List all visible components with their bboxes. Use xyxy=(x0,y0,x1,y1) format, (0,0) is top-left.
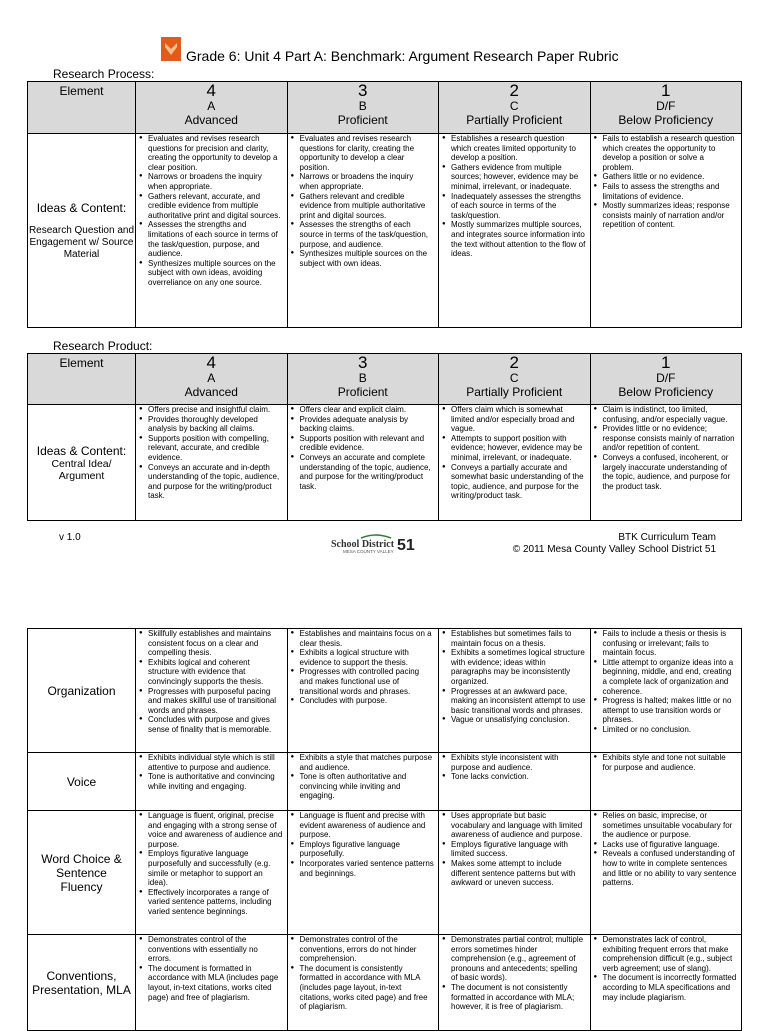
page-title: Grade 6: Unit 4 Part A: Benchmark: Argument Research Paper Rubric xyxy=(186,48,619,64)
rubric-row-organization xyxy=(28,629,742,753)
bullet-list xyxy=(288,753,439,801)
row-label: Ideas & Content: Research Question and Engagement w/ Source Material xyxy=(28,134,136,328)
bullet-item: ● Inadequately assesses the strengths of each source in terms of the task/question. xyxy=(451,192,586,221)
bullet-list xyxy=(136,629,287,735)
bullet-item: ● Progress is halted; makes little or no attempt to use transition words or phrases. xyxy=(603,696,738,725)
level-header-1: 1 D/F Below Proficiency xyxy=(590,82,742,134)
bullet-item: ● Evaluates and revises research questions for clarity, creating the opportunity to develop a clear position. xyxy=(300,134,435,172)
bullet-item: ● Conveys an accurate and complete understanding of the topic, audience, and purpose for the writing/product task. xyxy=(300,453,435,491)
bullet-item: ● Progresses at an awkward pace, making an inconsistent attempt to use basic transitional words and phrases. xyxy=(451,687,586,716)
bullet-item: ● The document is formatted in accordance with MLA (includes page layout, in-text citations, works cited page) and free of plagiarism. xyxy=(148,964,283,1002)
bullet-item: ● Fails to assess the strengths and limitations of evidence. xyxy=(603,182,738,201)
level-header-4: 4 A Advanced xyxy=(136,354,288,405)
row-label: Voice xyxy=(28,753,136,811)
process-row xyxy=(28,134,742,328)
level-header-2: 2 C Partially Proficient xyxy=(439,82,591,134)
bullet-list xyxy=(288,811,439,878)
bullet-item: ● Offers clear and explicit claim. xyxy=(300,405,435,415)
header-row xyxy=(28,82,742,134)
bullet-item: ● Employs figurative language with limited success. xyxy=(451,840,586,859)
rubric-cell xyxy=(287,811,439,935)
rubric-cell xyxy=(287,935,439,1031)
bullet-item: ● Progresses with controlled pacing and makes functional use of transitional words and phrases. xyxy=(300,667,435,696)
bullet-item: ● Lacks use of figurative language. xyxy=(603,840,738,850)
bullet-item: ● Effectively incorporates a range of varied sentence patterns, including varied sentence beginnings. xyxy=(148,888,283,917)
document-logo-icon xyxy=(161,37,181,61)
logo-subtext: MESA COUNTY VALLEY xyxy=(343,549,394,554)
bullet-item: ● Employs figurative language purposefully. xyxy=(300,840,435,859)
bullet-item: ● Assesses the strengths and limitations of each source in terms of the task/question, purpose, and audience. xyxy=(148,220,283,258)
rubric-cell xyxy=(287,405,439,521)
bullet-item: ● Demonstrates lack of control, exhibiting frequent errors that make comprehension difficult (e.g., subject verb agreement; use of slang). xyxy=(603,935,738,973)
bullet-list xyxy=(136,753,287,791)
rubric-row-word-choice xyxy=(28,811,742,935)
bullet-item: ● Progresses with purposeful pacing and makes skillful use of transitional words and phrases. xyxy=(148,687,283,716)
bullet-item: ● Narrows or broadens the inquiry when appropriate. xyxy=(300,172,435,191)
bullet-item: ● Claim is indistinct, too limited, confusing, and/or especially vague. xyxy=(603,405,738,424)
bullet-item: ● Synthesizes multiple sources on the subject with own ideas, avoiding overreliance on any one source. xyxy=(148,259,283,288)
section-label-product: Research Product: xyxy=(53,339,153,353)
logo-number: 51 xyxy=(397,537,415,554)
bullet-item: ● Establishes and maintains focus on a clear thesis. xyxy=(300,629,435,648)
bullet-item: ● Gathers little or no evidence. xyxy=(603,172,738,182)
bullet-list xyxy=(591,753,742,772)
level-header-3: 3 B Proficient xyxy=(287,354,439,405)
rubric-cell xyxy=(590,811,742,935)
bullet-item: ● Provides adequate analysis by backing claims. xyxy=(300,415,435,434)
element-header: Element xyxy=(28,354,136,405)
row-label: Organization xyxy=(28,629,136,753)
rubric-cell xyxy=(590,753,742,811)
rubric-cell xyxy=(136,134,288,328)
bullet-list xyxy=(439,134,590,259)
bullet-list xyxy=(136,134,287,288)
bullet-list xyxy=(591,134,742,230)
rubric-cell xyxy=(439,405,591,521)
bullet-item: ● Tone is often authoritative and convincing while inviting and engaging. xyxy=(300,772,435,801)
bullet-list xyxy=(591,405,742,491)
bullet-item: ● Relies on basic, imprecise, or sometimes unsuitable vocabulary for the audience or purpose. xyxy=(603,811,738,840)
bullet-list xyxy=(591,811,742,888)
bullet-item: ● Vague or unsatisfying conclusion. xyxy=(451,715,586,725)
bullet-item: ● Makes some attempt to include different sentence patterns but with awkward or uneven success. xyxy=(451,859,586,888)
bullet-item: ● Mostly summarizes ideas; response consists mainly of narration and/or repetition of content. xyxy=(603,201,738,230)
bullet-item: ● Narrows or broadens the inquiry when appropriate. xyxy=(148,172,283,191)
bullet-item: ● Gathers relevant and credible evidence from multiple authoritative print and digital sources. xyxy=(300,192,435,221)
bullet-item: ● Exhibits style inconsistent with purpose and audience. xyxy=(451,753,586,772)
copyright-label: © 2011 Mesa County Valley School District 51 xyxy=(512,544,716,555)
school-district-logo xyxy=(331,533,419,557)
bullet-item: ● Tone is authoritative and convincing while inviting and engaging. xyxy=(148,772,283,791)
footer-credits xyxy=(510,532,716,556)
bullet-item: ● Exhibits a sometimes logical structure with evidence; ideas within paragraphs may be inconsistently organized. xyxy=(451,648,586,686)
bullet-item: ● Assesses the strengths of each source in terms of the task/question, purpose, and audience. xyxy=(300,220,435,249)
bullet-item: ● Exhibits individual style which is still attentive to purpose and audience. xyxy=(148,753,283,772)
bullet-item: ● Demonstrates partial control; multiple errors sometimes hinder comprehension (e.g., agreement of pronouns and antecedents; spelling of basic words). xyxy=(451,935,586,983)
level-header-1: 1 D/F Below Proficiency xyxy=(590,354,742,405)
bullet-item: ● Limited or no conclusion. xyxy=(603,725,738,735)
bullet-item: ● Evaluates and revises research questions for precision and clarity, creating the opportunity to develop a clear position. xyxy=(148,134,283,172)
writing-rubric-table xyxy=(27,628,742,1031)
level-header-4: 4 A Advanced xyxy=(136,82,288,134)
rubric-cell xyxy=(590,629,742,753)
level-header-2: 2 C Partially Proficient xyxy=(439,354,591,405)
bullet-item: ● Incorporates varied sentence patterns and beginnings. xyxy=(300,859,435,878)
bullet-list xyxy=(439,405,590,501)
bullet-list xyxy=(591,629,742,735)
rubric-cell xyxy=(287,134,439,328)
bullet-list xyxy=(288,629,439,706)
bullet-item: ● The document is not consistently formatted in accordance with MLA; however, it is free of plagiarism. xyxy=(451,983,586,1012)
bullet-item: ● The document is incorrectly formatted according to MLA specifications and may include plagiarism. xyxy=(603,973,738,1002)
rubric-cell xyxy=(439,629,591,753)
bullet-item: ● Little attempt to organize ideas into a beginning, middle, and end, creating a complete lack of organization and coherence. xyxy=(603,658,738,696)
product-rubric-table xyxy=(27,353,742,521)
bullet-item: ● Language is fluent and precise with evident awareness of audience and purpose. xyxy=(300,811,435,840)
bullet-list xyxy=(288,405,439,491)
bullet-item: ● Establishes but sometimes fails to maintain focus on a thesis. xyxy=(451,629,586,648)
bullet-item: ● Supports position with relevant and credible evidence. xyxy=(300,434,435,453)
bullet-item: ● Attempts to support position with evidence; however, evidence may be minimal, irrelevant, or inadequate. xyxy=(451,434,586,463)
bullet-item: ● The document is consistently formatted in accordance with MLA (includes page layout, in-text citations, works cited page) and free of plagiarism. xyxy=(300,964,435,1012)
bullet-item: ● Conveys a partially accurate and somewhat basic understanding of the topic, audience, and purpose for the writing/product task. xyxy=(451,463,586,501)
bullet-item: ● Demonstrates control of the conventions, errors do not hinder comprehension. xyxy=(300,935,435,964)
bullet-item: ● Fails to establish a research question which creates the opportunity to develop a position or solve a problem. xyxy=(603,134,738,172)
rubric-row-voice xyxy=(28,753,742,811)
rubric-cell xyxy=(287,753,439,811)
logo-text: School District xyxy=(331,539,395,550)
rubric-cell xyxy=(287,629,439,753)
rubric-cell xyxy=(136,811,288,935)
rubric-cell xyxy=(136,935,288,1031)
bullet-item: ● Establishes a research question which creates limited opportunity to develop a position. xyxy=(451,134,586,163)
bullet-item: ● Mostly summarizes multiple sources, and integrates source information into the text without attention to the flow of ideas. xyxy=(451,220,586,258)
rubric-cell xyxy=(136,753,288,811)
bullet-list xyxy=(591,935,742,1002)
bullet-item: ● Skillfully establishes and maintains consistent focus on a clear and compelling thesis. xyxy=(148,629,283,658)
rubric-cell xyxy=(439,935,591,1031)
rubric-cell xyxy=(590,134,742,328)
bullet-item: ● Provides thoroughly developed analysis by backing all claims. xyxy=(148,415,283,434)
rubric-row-conventions xyxy=(28,935,742,1031)
bullet-list xyxy=(136,405,287,501)
bullet-item: ● Tone lacks conviction. xyxy=(451,772,586,782)
element-header: Element xyxy=(28,82,136,134)
bullet-item: ● Synthesizes multiple sources on the subject with own ideas. xyxy=(300,249,435,268)
rubric-cell xyxy=(439,811,591,935)
rubric-cell xyxy=(136,405,288,521)
bullet-item: ● Concludes with purpose and gives sense of finality that is memorable. xyxy=(148,715,283,734)
bullet-item: ● Provides little or no evidence; response consists mainly of narration and/or repetition of content. xyxy=(603,424,738,453)
bullet-item: ● Offers claim which is somewhat limited and/or especially broad and vague. xyxy=(451,405,586,434)
bullet-item: ● Fails to include a thesis or thesis is confusing or irrelevant; fails to maintain focus. xyxy=(603,629,738,658)
bullet-item: ● Exhibits a logical structure with evidence to support the thesis. xyxy=(300,648,435,667)
rubric-cell xyxy=(590,405,742,521)
row-label: Ideas & Content: Central Idea/ Argument xyxy=(28,405,136,521)
bullet-item: ● Gathers relevant, accurate, and credible evidence from multiple authoritative print and digital sources. xyxy=(148,192,283,221)
bullet-list xyxy=(288,935,439,1012)
bullet-item: ● Offers precise and insightful claim. xyxy=(148,405,283,415)
process-rubric-table xyxy=(27,81,742,328)
bullet-item: ● Conveys an accurate and in-depth understanding of the topic, audience, and purpose for the writing/product task. xyxy=(148,463,283,501)
bullet-list xyxy=(439,753,590,782)
bullet-item: ● Conveys a confused, incoherent, or largely inaccurate understanding of the topic, audience, and purpose for the product task. xyxy=(603,453,738,491)
rubric-cell xyxy=(136,629,288,753)
version-label: v 1.0 xyxy=(59,532,81,543)
rubric-cell xyxy=(439,134,591,328)
bullet-item: ● Supports position with compelling, relevant, accurate, and credible evidence. xyxy=(148,434,283,463)
rubric-cell xyxy=(590,935,742,1031)
bullet-list xyxy=(439,629,590,725)
row-label: Conventions, Presentation, MLA xyxy=(28,935,136,1031)
rubric-cell xyxy=(439,753,591,811)
bullet-item: ● Exhibits style and tone not suitable for purpose and audience. xyxy=(603,753,738,772)
bullet-item: ● Uses appropriate but basic vocabulary and language with limited awareness of audience and purpose. xyxy=(451,811,586,840)
bullet-list xyxy=(136,811,287,917)
bullet-list xyxy=(439,811,590,888)
bullet-list xyxy=(136,935,287,1002)
bullet-item: ● Employs figurative language purposefully and successfully (e.g. simile or metaphor to support an idea). xyxy=(148,849,283,887)
bullet-item: ● Demonstrates control of the conventions with essentially no errors. xyxy=(148,935,283,964)
bullet-item: ● Gathers evidence from multiple sources; however, evidence may be minimal, irrelevant, or inadequate. xyxy=(451,163,586,192)
bullet-item: ● Exhibits a style that matches purpose and audience. xyxy=(300,753,435,772)
section-label-process: Research Process: xyxy=(53,67,155,81)
header-row xyxy=(28,354,742,405)
bullet-list xyxy=(288,134,439,268)
team-label: BTK Curriculum Team xyxy=(618,532,716,543)
level-header-3: 3 B Proficient xyxy=(287,82,439,134)
bullet-item: ● Concludes with purpose. xyxy=(300,696,435,706)
product-row xyxy=(28,405,742,521)
row-label: Word Choice & Sentence Fluency xyxy=(28,811,136,935)
bullet-item: ● Reveals a confused understanding of how to write in complete sentences and little or no ability to vary sentence patterns. xyxy=(603,849,738,887)
bullet-item: ● Language is fluent, original, precise and engaging with a strong sense of voice and awareness of audience and purpose. xyxy=(148,811,283,849)
bullet-item: ● Exhibits logical and coherent structure with evidence that convincingly supports the thesis. xyxy=(148,658,283,687)
bullet-list xyxy=(439,935,590,1012)
